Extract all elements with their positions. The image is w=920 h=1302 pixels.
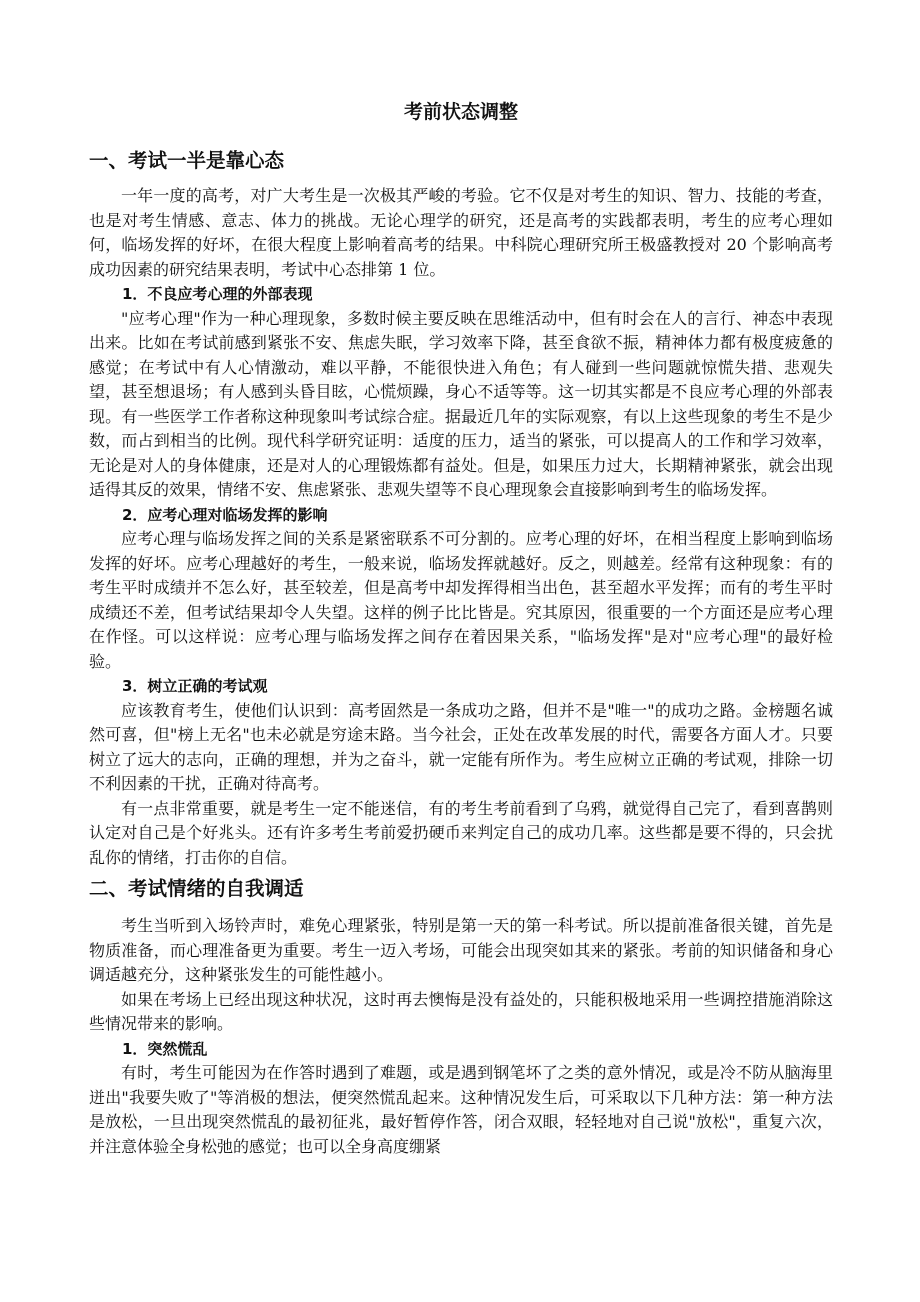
section-1-heading: 一、考试一半是靠心态 [89, 149, 285, 172]
subsection-1-2-heading: 2．应考心理对临场发挥的影响 [122, 505, 328, 524]
section-2-heading: 二、考试情绪的自我调适 [89, 877, 304, 900]
document-title: 考前状态调整 [403, 101, 518, 123]
subsection-1-3-paragraph-2: 有一点非常重要，就是考生一定不能迷信，有的考生考前看到了乌鸦，就觉得自己完了，看到喜鹊则认定对自己是个好兆头。还有许多考生考前爱扔硬币来判定自己的成功几率。这些都是要不得的，只会扰乱你的情绪，打击你的自信。 [89, 798, 833, 867]
subsection-2-1-paragraph: 有时，考生可能因为在作答时遇到了难题，或是遇到钢笔坏了之类的意外情况，或是冷不防从脑海里迸出"我要失败了"等消极的想法，便突然慌乱起来。这种情况发生后，可采取以下几种方法：第一种方法是放松，一旦出现突然慌乱的最初征兆，最好暂停作答，闭合双眼，轻轻地对自己说"放松"，重复六次，并注意体验全身松弛的感觉；也可以全身高度绷紧 [89, 1063, 833, 1156]
section-2-paragraph-1: 考生当听到入场铃声时，难免心理紧张，特别是第一天的第一科考试。所以提前准备很关键，首先是物质准备，而心理准备更为重要。考生一迈入考场，可能会出现突如其来的紧张。考前的知识储备和身心调适越充分，这种紧张发生的可能性越小。 [89, 916, 833, 984]
subsection-2-1-heading: 1．突然慌乱 [122, 1039, 208, 1058]
subsection-1-3-paragraph-1: 应该教育考生，使他们认识到：高考固然是一条成功之路，但并不是"唯一"的成功之路。金榜题名诚然可喜，但"榜上无名"也未必就是穷途末路。当今社会，正处在改革发展的时代，需要各方面人才。只要树立了远大的志向，正确的理想，并为之奋斗，就一定能有所作为。考生应树立正确的考试观，排除一切不利因素的干扰，正确对待高考。 [89, 700, 833, 793]
subsection-1-3-heading: 3．树立正确的考试观 [122, 677, 268, 695]
section-1-intro-paragraph: 一年一度的高考，对广大考生是一次极其严峻的考验。它不仅是对考生的知识、智力、技能的考查，也是对考生情感、意志、体力的挑战。无论心理学的研究，还是高考的实践都表明，考生的应考心理如何，临场发挥的好坏，在很大程度上影响着高考的结果。中科院心理研究所王极盛教授对 20 个影响高考成功因素的研究结果表明，考试中心态排第 1 位。 [89, 186, 833, 279]
subsection-1-2-paragraph: 应考心理与临场发挥之间的关系是紧密联系不可分割的。应考心理的好坏，在相当程度上影响到临场发挥的好坏。应考心理越好的考生，一般来说，临场发挥就越好。反之，则越差。经常有这种现象：有的考生平时成绩并不怎么好，甚至较差，但是高考中却发挥得相当出色，甚至超水平发挥；而有的考生平时成绩还不差，但考试结果却令人失望。这样的例子比比皆是。究其原因，很重要的一个方面还是应考心理在作怪。可以这样说：应考心理与临场发挥之间存在着因果关系，"临场发挥"是对"应考心理"的最好检验。 [89, 529, 833, 671]
subsection-1-1-heading: 1．不良应考心理的外部表现 [122, 285, 313, 303]
section-2-paragraph-2: 如果在考场上已经出现这种状况，这时再去懊悔是没有益处的，只能积极地采用一些调控措施消除这些情况带来的影响。 [89, 989, 833, 1033]
subsection-1-1-paragraph: "应考心理"作为一种心理现象，多数时候主要反映在思维活动中，但有时会在人的言行、神态中表现出来。比如在考试前感到紧张不安、焦虑失眠，学习效率下降，甚至食欲不振，精神体力都有极度疲惫的感觉；在考试中有人心情激动，难以平静，不能很快进入角色；有人碰到一些问题就惊慌失措、悲观失望，甚至想退场；有人感到头昏目眩，心慌烦躁，身心不适等等。这一切其实都是不良应考心理的外部表现。有一些医学工作者称这种现象叫考试综合症。据最近几年的实际观察，有以上这些现象的考生不是少数，而占到相当的比例。现代科学研究证明：适度的压力，适当的紧张，可以提高人的工作和学习效率，无论是对人的身体健康，还是对人的心理锻炼都有益处。但是，如果压力过大，长期精神紧张，就会出现适得其反的效果，情绪不安、焦虑紧张、悲观失望等不良心理现象会直接影响到考生的临场发挥。 [89, 308, 833, 499]
